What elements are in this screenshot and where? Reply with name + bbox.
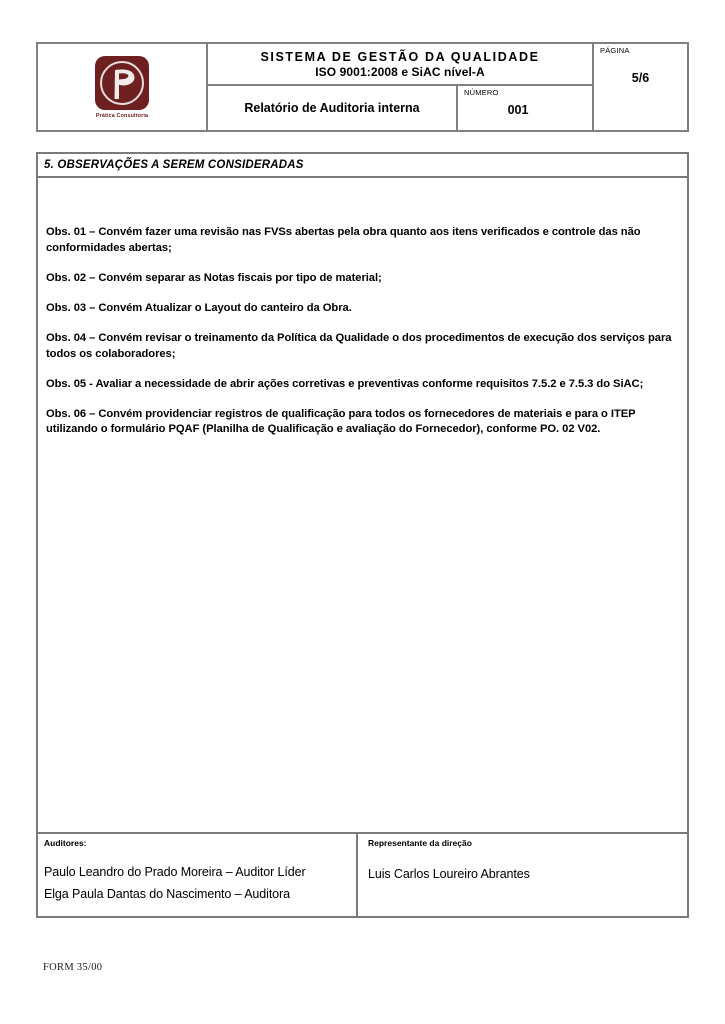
observation-item: Obs. 02 – Convém separar as Notas fiscais por tipo de material;: [46, 272, 382, 284]
system-subtitle: ISO 9001:2008 e SiAC nível-A: [315, 65, 485, 80]
observation-item: Obs. 05 - Avaliar a necessidade de abrir ações corretivas e preventivas conforme requisitos 7.5.2 e 7.5.3 do SiAC;: [46, 377, 644, 390]
auditors-cell: [38, 834, 358, 916]
pagina-cell: [592, 44, 687, 130]
pagina-value: 5/6: [631, 70, 650, 85]
section-heading-row: [38, 154, 687, 178]
document-title-cell: [208, 86, 458, 130]
auditors-names: [44, 862, 350, 906]
auditors-label: Auditores:: [44, 838, 87, 848]
numero-value: 001: [507, 102, 529, 117]
signature-table: [38, 832, 687, 916]
header-bottom-row: [208, 86, 592, 130]
representative-names: [368, 864, 681, 886]
observation-item: Obs. 03 – Convém Atualizar o Layout do canteiro da Obra.: [46, 301, 352, 314]
pagina-label: PÁGINA: [600, 46, 630, 55]
system-title: SISTEMA DE GESTÃO DA QUALIDADE: [260, 50, 540, 65]
document-header-table: [36, 42, 689, 132]
practica-p-logo-icon: [95, 56, 149, 110]
observation-item: Obs. 04 – Convém revisar o treinamento da Política da Qualidade o dos procedimentos de execução dos serviços para todos os colaboradores;: [46, 331, 672, 360]
representative-name: Luis Carlos Loureiro Abrantes: [368, 867, 530, 882]
document-title: Relatório de Auditoria interna: [244, 101, 420, 115]
representative-cell: [358, 834, 687, 916]
numero-label: NÚMERO: [464, 88, 499, 97]
numero-cell: [458, 86, 592, 130]
header-system-cell: [208, 44, 592, 86]
observations-list: [38, 178, 687, 832]
representative-label: Representante da direção: [368, 838, 472, 848]
observation-item: Obs. 06 – Convém providenciar registros de qualificação para todos os fornecedores de materiais e para o ITEP utilizando o formulário PQAF (Planilha de Qualificação e avaliação do Fornecedor), conforme PO. 02 V02.: [46, 407, 636, 436]
header-right-group: [208, 44, 592, 130]
observation-item: Obs. 01 – Convém fazer uma revisão nas FVSs abertas pela obra quanto aos itens verificados e controle das não conformidades abertas;: [46, 226, 641, 255]
logo-caption: Prática Consultoria: [95, 112, 149, 119]
auditor-name: Elga Paula Dantas do Nascimento – Auditora: [44, 887, 290, 902]
logo-wrap: [95, 56, 149, 119]
form-code: FORM 35/00: [43, 962, 103, 973]
section-heading: 5. OBSERVAÇÕES A SEREM CONSIDERADAS: [44, 159, 304, 171]
auditor-name: Paulo Leandro do Prado Moreira – Auditor Líder: [44, 865, 306, 880]
observations-body-box: [36, 152, 689, 918]
header-logo-cell: [38, 44, 208, 130]
